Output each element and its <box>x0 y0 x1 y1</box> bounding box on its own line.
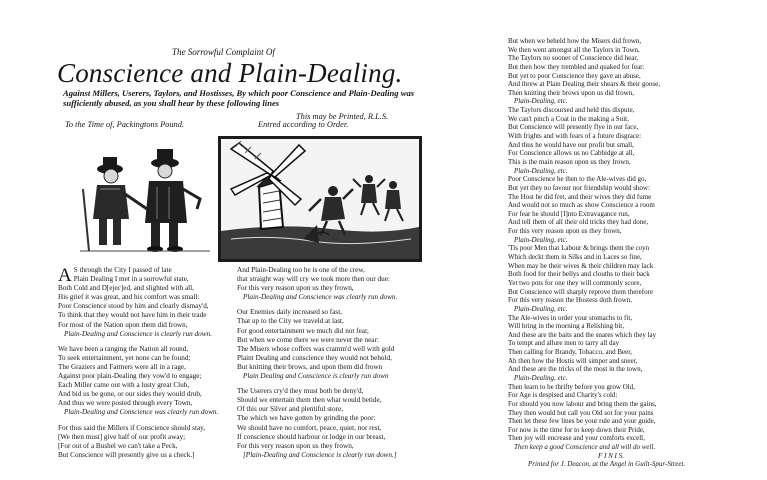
verse-line: To think that they would not have him in their trade <box>58 311 207 320</box>
verse-line: But when we come there we were never the near: <box>237 335 379 344</box>
verse-line: Poor Conscience stood by him and clearly dismay'd, <box>58 302 209 311</box>
verse-line: But Conscience will presently flye in our face, <box>508 123 639 132</box>
verse-line: Then let these few lines be your rule and your guide, <box>508 417 656 426</box>
verse-line: The Taylors discoursed and held this dispute, <box>508 106 635 115</box>
verse-line: Each Miller came out with a lusty great Club, <box>58 381 190 390</box>
drop-cap: A <box>58 265 72 286</box>
verse-line: Our Enemies daily increased so fast, <box>237 308 342 317</box>
verse-line: We should have no comfort, peace, quiet, nor rest, <box>237 423 382 432</box>
verse-line: We have been a ranging the Nation all round, <box>58 344 189 353</box>
woodcut-windmill-scene <box>218 136 422 262</box>
verse-line: Both Cold and D[ejec]ed, and slighted with all, <box>58 284 194 293</box>
refrain-line: Plain-Dealing, etc. <box>514 97 568 106</box>
verse-line: That up to the City we traveld at last, <box>237 317 344 326</box>
verse-line: [For out of a Bushel we can't take a Peck, <box>58 441 178 450</box>
verse-line: For this very reason upon us they frown, <box>508 227 622 236</box>
refrain-line: Plain Dealing and Conscience is clearly run down <box>243 372 389 381</box>
woodcut-two-figures <box>75 139 214 257</box>
refrain-line: Plain-Dealing, etc. <box>514 304 568 313</box>
stanza <box>58 424 218 460</box>
verse-line: But Conscience will sharply reprove them therefore <box>508 287 654 296</box>
refrain-line: Plain-Dealing and Conscience is clearly run down. <box>64 329 212 338</box>
stanza <box>237 308 397 381</box>
verse-line: For fear he should [I]nto Extravagance run, <box>508 209 630 218</box>
verse-line: But knitting their brows, and upon them did frown <box>237 362 383 371</box>
refrain-line: Plain-Dealing, etc. <box>514 373 568 382</box>
verse-line: Then calling for Brandy, Tobacco, and Beer, <box>508 348 633 357</box>
verse-line: The which we have gotten by grinding the poor: <box>237 414 376 423</box>
refrain-line: Plain-Dealing, etc. <box>514 166 568 175</box>
refrain-line: Plain-Dealing, etc. <box>514 235 568 244</box>
verse-line: For this very reason upon us they frown, <box>237 284 354 293</box>
ballad-description: Against Millers, Userers, Taylors, and Hostisses, By which poor Conscience and Plain-Dealing was sufficiently abused, as you shall hear by these following lines <box>63 88 415 108</box>
verse-line: For thus said the Millers if Conscience should stay, <box>58 423 206 432</box>
verse-line: For Conscience allows us no Cabbidge at all, <box>508 149 635 158</box>
verse-line: For most of the Nation upon them did frown, <box>58 320 188 329</box>
verse-line: For now is the time for to keep down their Pride, <box>508 425 645 434</box>
verse-line: The Ale-wives in order your stomachs to fit, <box>508 313 633 322</box>
verse-line: To seek entertainment, yet none can be found; <box>58 353 191 362</box>
verse-line: For should you now labour and bring them the gains, <box>508 399 657 408</box>
verse-line: [We then must] give half of our profit away; <box>58 432 186 441</box>
verse-column-middle <box>237 266 397 460</box>
refrain-line: Plain-Dealing and Conscience was clearly run down. <box>243 293 398 302</box>
verse-line: This is the main reason upon us they frown, <box>508 157 631 166</box>
verse-line: If conscience should harbour or lodge in our breast, <box>237 432 386 441</box>
verse-line: And these are the baits and the snares which they lay <box>508 330 657 339</box>
verse-line: And bid us be gone, or our sides they would drub, <box>58 390 202 399</box>
verse-line: And thus he would have our profit but small, <box>508 140 634 149</box>
printer-imprint: Printed for J. Deacon, at the Angel in Guilt-Spur-Street. <box>528 460 686 469</box>
verse-line: The Userers cry'd they must both be deny'd, <box>237 387 364 396</box>
verse-line: Which deckt them in Silks and in Laces so fine, <box>508 253 642 262</box>
verse-line: And thus we were posted through every Town, <box>58 399 193 408</box>
verse-line: Should we entertain them then what would betide, <box>237 396 382 405</box>
verse-line: Plain Dealing I met in a sorrowful state, <box>73 275 189 284</box>
verse-line: Then learn to be thrifty before you grow Old, <box>508 382 635 391</box>
verse-line: Ah then how the Hostis will simper and sneer, <box>508 356 638 365</box>
license-line: This may be Printed, R.L.S. <box>296 112 389 121</box>
verse-line: For this very reason the Hostess doth frown, <box>508 296 633 305</box>
verse-line: His grief it was great, and his comfort was small: <box>58 293 200 302</box>
verse-line: The Host he did fret, and their wives they did fume <box>508 192 652 201</box>
finis-mark: F I N I S. <box>598 451 624 460</box>
verse-line: The Misers whose coffers was cramm'd well with gold <box>237 344 395 353</box>
refrain-line: Plain-Dealing and Conscience was clearly run down. <box>64 408 219 417</box>
ballad-title: Conscience and Plain-Dealing. <box>57 58 403 88</box>
tune-line: To the Time of, Packingtons Pound. <box>65 120 185 129</box>
verse-line: For Age is despised and Charity's cold: <box>508 391 618 400</box>
ballad-subtitle: The Sorrowful Complaint Of <box>172 47 275 57</box>
verse-column-left <box>58 266 218 460</box>
verse-line: that straight way will cry we took more then our due: <box>237 275 390 284</box>
verse-line: Then joy will encrease and your comforts excell, <box>508 434 645 443</box>
verse-line: With frights and with fears of a future disgrace: <box>508 132 642 141</box>
closing-line: Then keep a good Conscience and all will do well. <box>514 443 656 452</box>
verse-line: S through the City I passed of late <box>73 266 172 274</box>
verse-line: For good entertainment we much did not fear, <box>237 326 369 335</box>
verse-line: For this very reason upon us they frown, <box>237 441 354 450</box>
verse-line: Then knitting their brows upon us did frown, <box>508 88 634 97</box>
verse-column-right <box>508 37 685 469</box>
verse-line: 'Tis poor Men that Labour & brings them the coyn <box>508 244 650 253</box>
verse-line: And these are the tricks of the most in the town, <box>508 365 643 374</box>
verse-line: We can't pinch a Coat in the making a Suit, <box>508 114 629 123</box>
verse-line: Plaint Dealing and conscience they would not behold, <box>237 353 392 362</box>
verse-line: But Conscience will presently give us a check.] <box>58 450 195 459</box>
verse-line: We then went amongst all the Taylors in Town, <box>508 45 640 54</box>
verse-line: And Plain-Dealing too he is one of the crew, <box>237 266 365 274</box>
verse-line: The Graziers and Farmers were all in a rage, <box>58 362 186 371</box>
verse-line: And threw at Plain Dealing their shears & their goose, <box>508 80 661 89</box>
verse-line: To tempt and allure men to tarry all day <box>508 339 620 348</box>
stanza <box>237 387 397 460</box>
verse-line: But then how they trembled and quaked for fear: <box>508 62 645 71</box>
verse-line: Poor Conscience he then to the Ale-wives did go, <box>508 175 647 184</box>
verse-line: And would not so much as show Conscience a room <box>508 201 655 210</box>
stanza <box>58 266 218 339</box>
verse-line: And tell them of all their old tricks they had done, <box>508 218 649 227</box>
verse-line: Yet two pots for one they will commonly score, <box>508 278 642 287</box>
stanza <box>58 345 218 418</box>
stanza <box>237 266 397 302</box>
verse-line: But when we beheld how the Misers did frown, <box>508 37 642 45</box>
verse-line: Both food for their bellys and clouths to their back <box>508 270 650 279</box>
verse-line: When may be their wives & their children may lack <box>508 261 654 270</box>
verse-line: But yet to poor Conscience they gave an abuse, <box>508 71 641 80</box>
verse-line: But yet they no favour nor friendship would show: <box>508 183 650 192</box>
verse-line: The Taylors no sooner of Conscience did hear, <box>508 54 639 63</box>
verse-line: They then would but call you Old sot for your pains <box>508 408 654 417</box>
verse-line: Of this our Silver and plentiful store, <box>237 405 343 414</box>
entered-line: Entred according to Order. <box>258 120 349 129</box>
verse-line: Against poor plain-Dealing they vow'd to engage; <box>58 372 202 381</box>
verse-line: Will bring in the morning a Relishing bit, <box>508 322 624 331</box>
refrain-line: [Plain-Dealing and Conscience is clearly run down.] <box>243 450 397 459</box>
